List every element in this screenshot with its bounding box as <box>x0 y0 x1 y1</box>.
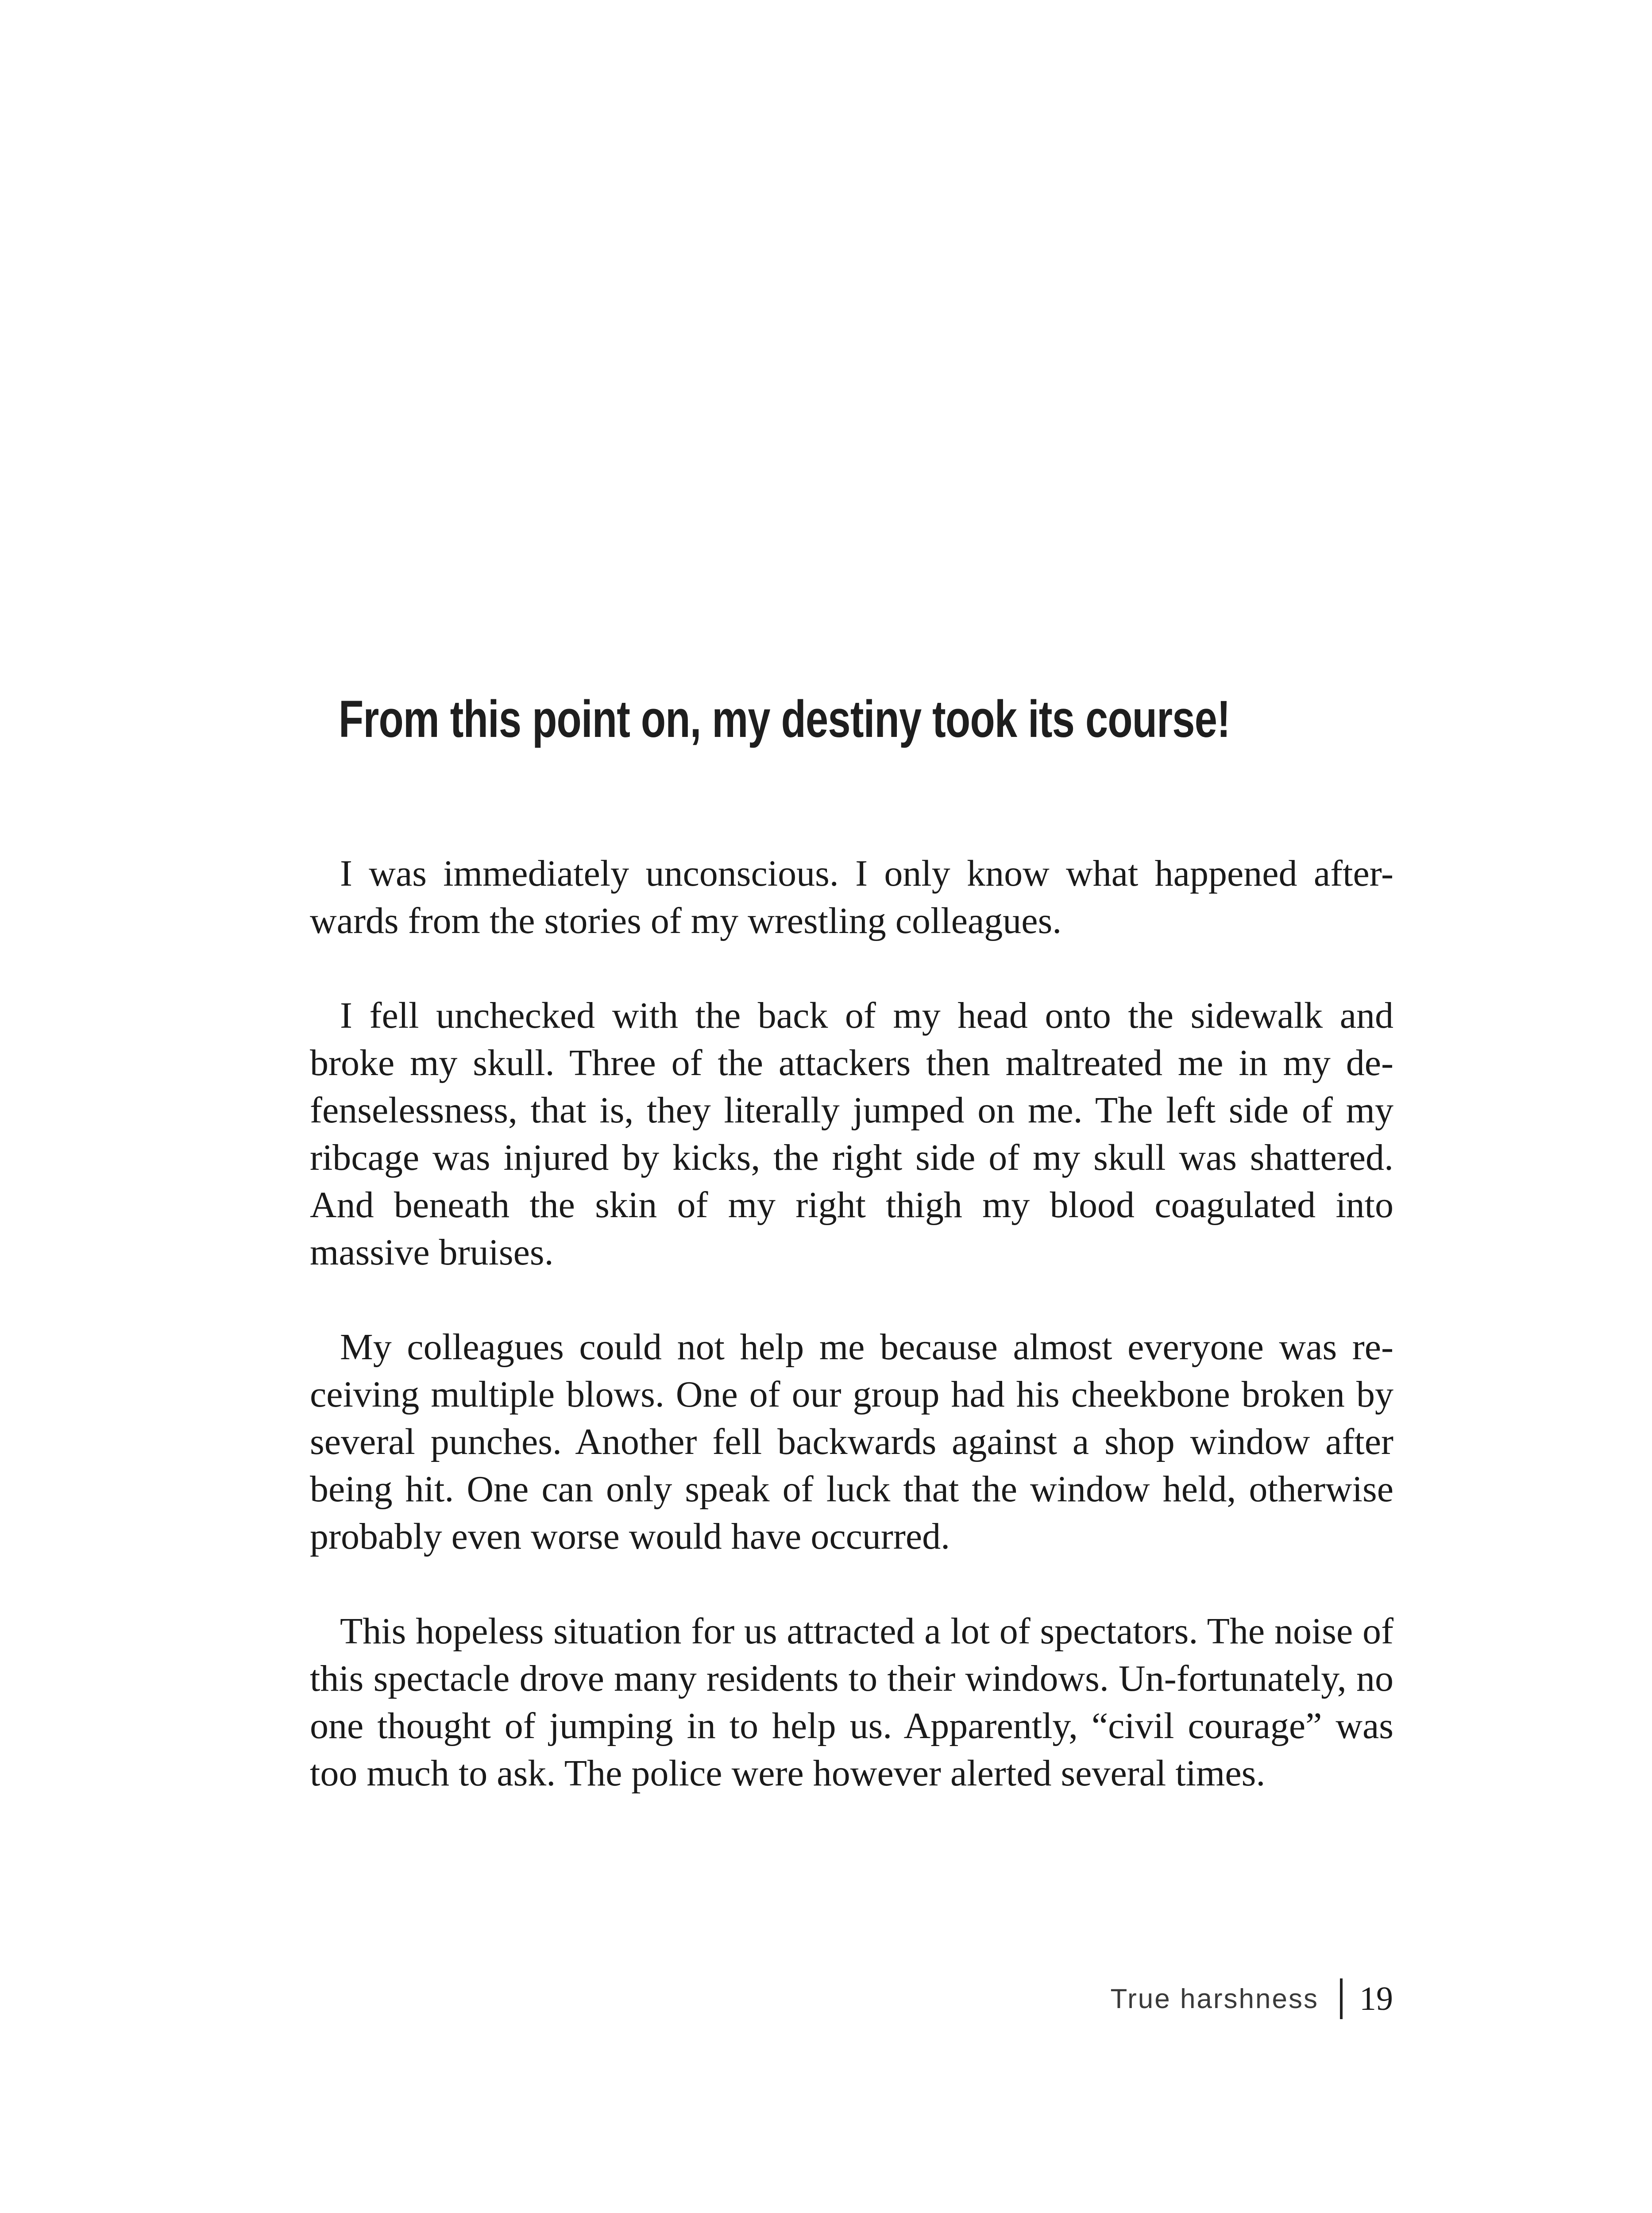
paragraph: My colleagues could not help me because almost everyone was re-ceiving multiple blows. One of our group had his cheekbone broken by several punches. Another fell backwards against a shop window after being hit. One can only speak of luck that the window held, otherwise probably even worse would have occurred. <box>310 1326 1393 1557</box>
paragraph: I fell unchecked with the back of my head onto the sidewalk and broke my skull. Three of the attackers then maltreated me in my de-fenselessness, that is, they literally jumped on me. The left side of my ribcage was injured by kicks, the right side of my skull was shattered. And beneath the skin of my right thigh my blood coagulated into massive bruises. <box>310 995 1393 1273</box>
footer-divider <box>1340 1978 1343 2019</box>
body-text <box>310 850 1393 1797</box>
paragraph: This hopeless situation for us attracted a lot of spectators. The noise of this spectacle drove many residents to their windows. Un-fortunately, no one thought of jumping in to help us. Apparently, “civil courage” was too much to ask. The police were however alerted several times. <box>310 1611 1393 1794</box>
running-footer <box>1111 1978 1393 2019</box>
chapter-heading: From this point on, my destiny took its course! <box>339 690 1230 748</box>
page-number: 19 <box>1359 1980 1393 2017</box>
running-title: True harshness <box>1110 1983 1319 2014</box>
paragraph: I was immediately unconscious. I only know what happened after-wards from the stories of my wrestling colleagues. <box>310 853 1393 941</box>
